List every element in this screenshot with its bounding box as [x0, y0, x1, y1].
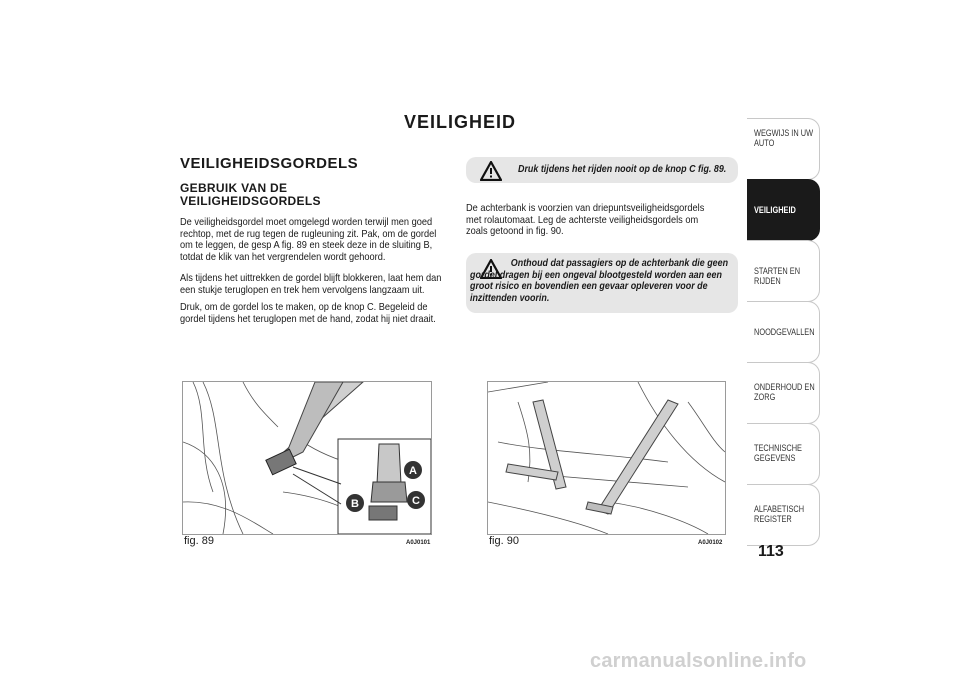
figure-90-label: fig. 90 [489, 535, 519, 547]
tab-label: VEILIGHEID [754, 205, 796, 215]
tab-starten-en-rijden[interactable] [747, 240, 820, 302]
tab-wegwijs-in-uw-auto[interactable] [747, 118, 820, 180]
figure-89-illustration [182, 381, 432, 535]
watermark: carmanualsonline.info [590, 650, 807, 672]
paragraph-release: Druk, om de gordel los te maken, op de knop C. Begeleid de gordel tijdens het teruglopen met de hand, zodat hij niet draait. [180, 301, 436, 325]
figure-90-illustration [487, 381, 726, 535]
tab-label: TECHNISCHE GEGEVENS [754, 443, 802, 463]
warning-triangle-icon [480, 161, 502, 181]
page-title: VEILIGHEID [403, 112, 516, 132]
seat-belt-buckle-drawing [183, 382, 431, 534]
callout-c [407, 491, 425, 509]
paragraph-rear-belts: De achterbank is voorzien van driepuntsveiligheidsgordels met rolautomaat. Leg de achterste veiligheidsgordels om zoals getoond in fig. 90. [466, 202, 705, 237]
tab-alfabetisch-register[interactable] [747, 484, 820, 546]
svg-text:B: B [351, 498, 359, 510]
figure-89-code: A0J0101 [406, 540, 431, 546]
rear-seat-belts-drawing [488, 382, 725, 534]
warning-text-rear-passengers: Onthoud dat passagiers op de achterbank die geen gordel dragen bij een ongeval blootgesteld worden aan een groot risico en bovendien een gevaar opleveren voor de inzittenden voorin. [470, 257, 729, 304]
sub-title-line-2: VEILIGHEIDSGORDELS [180, 194, 321, 208]
tab-veiligheid[interactable] [747, 179, 820, 241]
sub-title [180, 182, 321, 208]
tab-onderhoud-en-zorg[interactable] [747, 362, 820, 424]
tab-label: STARTEN EN RIJDEN [754, 266, 801, 286]
warning-box-rear-passengers [466, 253, 738, 313]
figure-89-label: fig. 89 [184, 535, 214, 547]
sub-title-line-1: GEBRUIK VAN DE [180, 181, 288, 195]
paragraph-blocking: Als tijdens het uittrekken de gordel blijft blokkeren, laat hem dan een stukje teruglopen en trek hem vervolgens langzaam uit. [180, 272, 442, 296]
warning-box-button-c [466, 157, 738, 183]
tab-noodgevallen[interactable] [747, 301, 820, 363]
paragraph-buckle-instructions: De veiligheidsgordel moet omgelegd worden terwijl men goed rechtop, met de rug tegen de rugleuning zit. Pak, om de gordel om te leggen, de gesp A fig. 89 en steek deze in de sluiting B, totdat de klik van het vergrendelen wordt gehoord. [180, 216, 437, 263]
tab-technische-gegevens[interactable] [747, 423, 820, 485]
tab-label: ONDERHOUD EN ZORG [754, 382, 815, 402]
warning-text-button-c: Druk tijdens het rijden nooit op de knop C fig. 89. [518, 163, 727, 175]
page-number: 113 [758, 543, 784, 560]
tab-label: WEGWIJS IN UW AUTO [754, 128, 814, 148]
svg-text:A: A [409, 465, 417, 477]
svg-text:C: C [412, 495, 420, 507]
figure-90-code: A0J0102 [698, 540, 723, 546]
tab-label: ALFABETISCH REGISTER [754, 504, 805, 524]
tab-label: NOODGEVALLEN [754, 327, 815, 337]
callout-a [404, 461, 422, 479]
section-title: VEILIGHEIDSGORDELS [180, 155, 359, 172]
callout-b [346, 494, 364, 512]
